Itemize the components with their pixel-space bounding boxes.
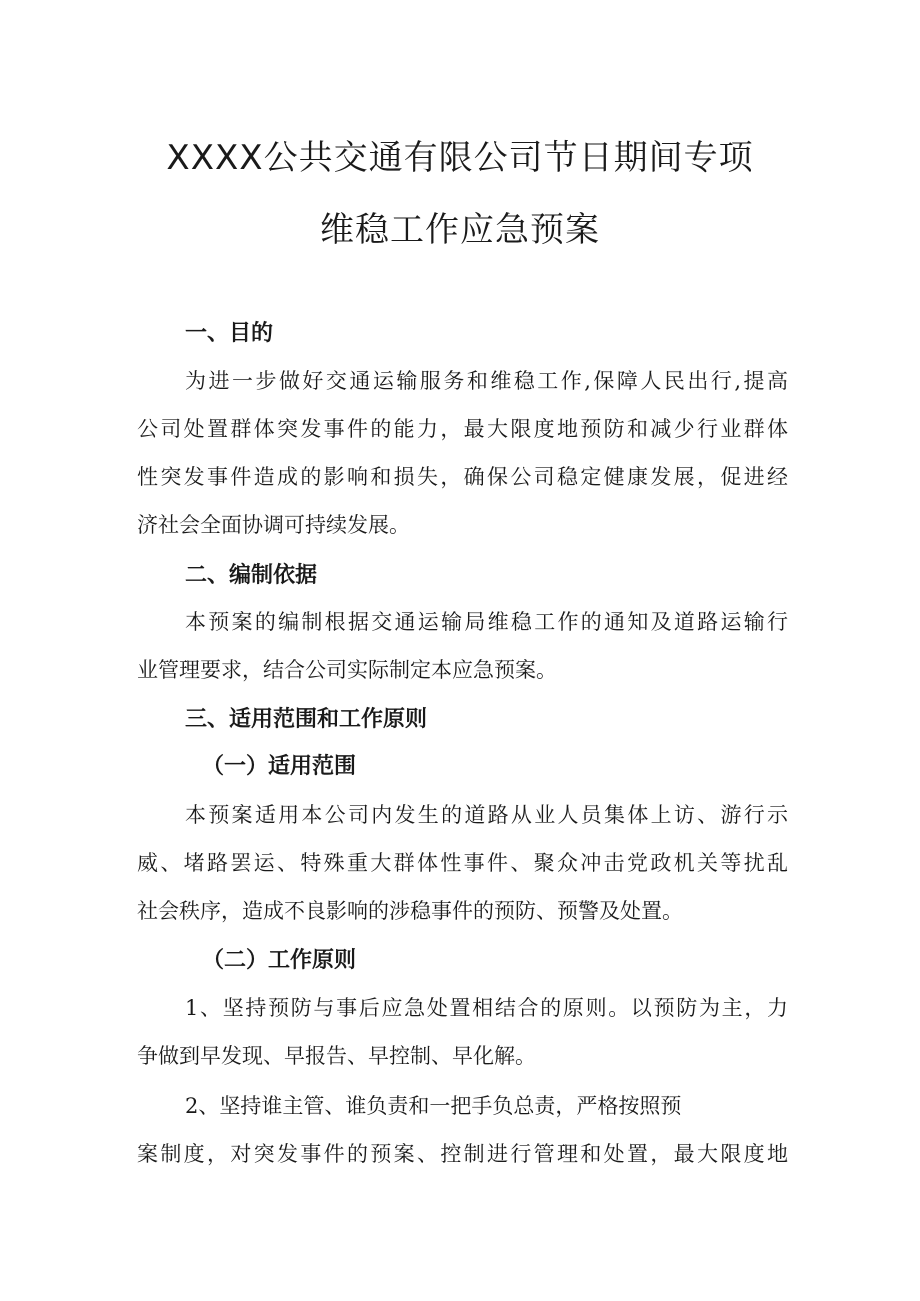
paragraph-line: 业管理要求，结合公司实际制定本应急预案。 (137, 658, 557, 682)
paragraph-line: 2、坚持谁主管、谁负责和一把手负总责，严格按照预 (185, 1094, 682, 1118)
paragraph-line: 济社会全面协调可持续发展。 (137, 513, 410, 537)
paragraph-line: 案制度，对突发事件的预案、控制进行管理和处置，最大限度地 (137, 1142, 788, 1166)
subsection-heading-principles: （二）工作原则 (202, 948, 357, 973)
paragraph-line: 为进一步做好交通运输服务和维稳工作,保障人民出行,提高 (185, 369, 788, 393)
paragraph-line: 性突发事件造成的影响和损失，确保公司稳定健康发展，促进经 (137, 465, 788, 489)
section-heading-purpose: 一、目的 (185, 321, 274, 346)
paragraph-line: 公司处置群体突发事件的能力，最大限度地预防和减少行业群体 (137, 417, 788, 441)
paragraph-line: 争做到早发现、早报告、早控制、早化解。 (137, 1044, 536, 1068)
section-heading-scope: 三、适用范围和工作原则 (185, 707, 428, 732)
paragraph-line: 本预案的编制根据交通运输局维稳工作的通知及道路运输行 (185, 610, 788, 634)
section-heading-basis: 二、编制依据 (185, 563, 318, 588)
subsection-heading-scope: （一）适用范围 (202, 754, 357, 779)
paragraph-line: 1、坚持预防与事后应急处置相结合的原则。以预防为主，力 (185, 996, 788, 1020)
paragraph-line: 社会秩序，造成不良影响的涉稳事件的预防、预警及处置。 (137, 899, 683, 923)
document-title-line-2: 维稳工作应急预案 (320, 210, 600, 250)
paragraph-line: 威、堵路罢运、特殊重大群体性事件、聚众冲击党政机关等扰乱 (137, 851, 788, 875)
document-title-line-1: XXXX公共交通有限公司节日期间专项 (166, 138, 754, 178)
paragraph-line: 本预案适用本公司内发生的道路从业人员集体上访、游行示 (185, 803, 788, 827)
